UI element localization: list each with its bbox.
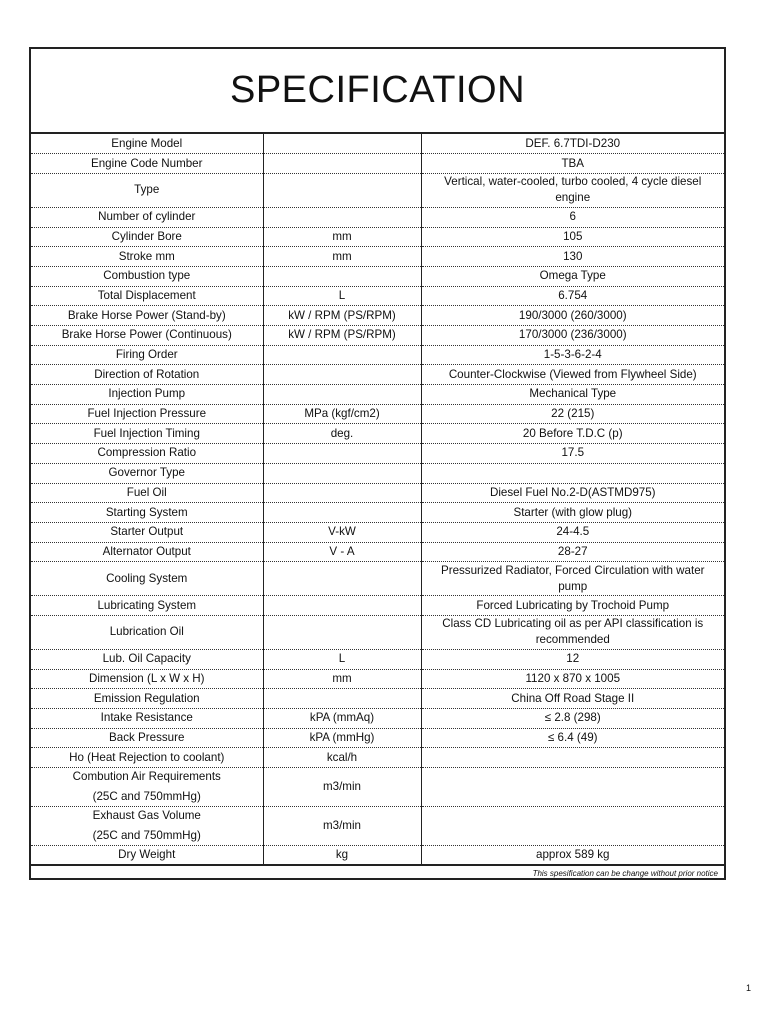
spec-unit: MPa (kgf/cm2)	[263, 404, 421, 424]
spec-unit: L	[263, 286, 421, 306]
page-number: 1	[745, 983, 751, 993]
spec-value: 12	[421, 649, 724, 669]
table-row	[31, 207, 724, 227]
spec-value: ≤ 2.8 (298)	[421, 709, 724, 729]
table-row	[31, 728, 724, 748]
spec-value	[421, 768, 724, 807]
spec-label-text: Firing Order	[115, 348, 178, 362]
spec-unit	[263, 134, 421, 154]
spec-unit: m3/min	[263, 807, 421, 846]
spec-label	[31, 768, 263, 807]
spec-label	[31, 542, 263, 562]
spec-label	[31, 689, 263, 709]
spec-label-subtext: (25C and 750mmHg)	[92, 790, 201, 804]
table-row	[31, 286, 724, 306]
table-row	[31, 365, 724, 385]
table-row	[31, 542, 724, 562]
spec-label-text: Direction of Rotation	[94, 367, 200, 381]
spec-label-text: Intake Resistance	[100, 711, 193, 725]
spec-value: 130	[421, 247, 724, 267]
spec-value: 1120 x 870 x 1005	[421, 669, 724, 689]
spec-label-text: Fuel Oil	[126, 485, 167, 499]
spec-label	[31, 596, 263, 616]
table-row	[31, 522, 724, 542]
spec-unit	[263, 266, 421, 286]
spec-unit: kPA (mmAq)	[263, 709, 421, 729]
spec-value: 22 (215)	[421, 404, 724, 424]
spec-label-text: Lubricating System	[97, 598, 197, 612]
spec-label-text: Lubrication Oil	[109, 625, 184, 639]
spec-unit	[263, 154, 421, 174]
table-row	[31, 247, 724, 267]
spec-unit	[263, 385, 421, 405]
spec-unit: V-kW	[263, 522, 421, 542]
table-row	[31, 649, 724, 669]
spec-value: 17.5	[421, 444, 724, 464]
spec-label-text: Number of cylinder	[98, 210, 196, 224]
spec-label	[31, 365, 263, 385]
spec-unit: kW / RPM (PS/RPM)	[263, 306, 421, 326]
disclaimer-note: This spesification can be change without prior notice	[532, 869, 718, 879]
spec-label-text: Dry Weight	[118, 848, 176, 862]
spec-label	[31, 846, 263, 866]
spec-value: 190/3000 (260/3000)	[421, 306, 724, 326]
spec-label	[31, 134, 263, 154]
spec-value: TBA	[421, 154, 724, 174]
table-row	[31, 483, 724, 503]
spec-label	[31, 154, 263, 174]
page-title: SPECIFICATION	[31, 49, 724, 134]
spec-label-text: Ho (Heat Rejection to coolant)	[69, 750, 225, 764]
spec-label-text: Governor Type	[108, 466, 185, 480]
spec-value: 24-4.5	[421, 522, 724, 542]
spec-label	[31, 345, 263, 365]
spec-label	[31, 463, 263, 483]
table-row	[31, 404, 724, 424]
spec-label	[31, 649, 263, 669]
spec-label	[31, 444, 263, 464]
table-row	[31, 596, 724, 616]
spec-value: 1-5-3-6-2-4	[421, 345, 724, 365]
table-row	[31, 669, 724, 689]
spec-unit: L	[263, 649, 421, 669]
spec-value	[421, 463, 724, 483]
spec-value: Starter (with glow plug)	[421, 503, 724, 523]
spec-unit	[263, 345, 421, 365]
spec-label	[31, 173, 263, 207]
table-row	[31, 689, 724, 709]
spec-value: Omega Type	[421, 266, 724, 286]
spec-unit	[263, 207, 421, 227]
spec-label	[31, 709, 263, 729]
spec-value: 6.754	[421, 286, 724, 306]
spec-label	[31, 207, 263, 227]
spec-unit: deg.	[263, 424, 421, 444]
spec-label	[31, 669, 263, 689]
spec-label-text: Combution Air Requirements	[72, 770, 221, 784]
spec-label-text: Alternator Output	[102, 544, 191, 558]
spec-label	[31, 227, 263, 247]
spec-value	[421, 807, 724, 846]
table-row	[31, 562, 724, 596]
spec-unit: m3/min	[263, 768, 421, 807]
table-row	[31, 326, 724, 346]
spec-unit: mm	[263, 247, 421, 267]
spec-unit: kcal/h	[263, 748, 421, 768]
spec-label-text: Starter Output	[110, 525, 184, 539]
spec-label	[31, 326, 263, 346]
table-row	[31, 709, 724, 729]
spec-value: China Off Road Stage II	[421, 689, 724, 709]
table-row	[31, 173, 724, 207]
spec-label-text: Dimension (L x W x H)	[88, 671, 205, 685]
spec-value: ≤ 6.4 (49)	[421, 728, 724, 748]
spec-label-text: Starting System	[105, 505, 188, 519]
table-row	[31, 345, 724, 365]
spec-unit	[263, 365, 421, 385]
spec-label-text: Engine Model	[111, 136, 183, 150]
table-row	[31, 227, 724, 247]
spec-label	[31, 522, 263, 542]
spec-value: 28-27	[421, 542, 724, 562]
spec-label-text: Fuel Injection Pressure	[87, 407, 207, 421]
spec-label	[31, 483, 263, 503]
spec-unit	[263, 463, 421, 483]
spec-unit: kg	[263, 846, 421, 866]
spec-value	[421, 748, 724, 768]
table-row	[31, 807, 724, 846]
spec-value: Vertical, water-cooled, turbo cooled, 4 cycle diesel engine	[421, 173, 724, 207]
spec-label-text: Fuel Injection Timing	[93, 426, 200, 440]
spec-unit: kW / RPM (PS/RPM)	[263, 326, 421, 346]
spec-label	[31, 562, 263, 596]
spec-label-text: Combustion type	[103, 269, 191, 283]
spec-label	[31, 266, 263, 286]
table-row	[31, 503, 724, 523]
spec-value: 170/3000 (236/3000)	[421, 326, 724, 346]
spec-unit	[263, 562, 421, 596]
spec-label-text: Exhaust Gas Volume	[92, 809, 201, 823]
spec-label	[31, 424, 263, 444]
spec-label-text: Compression Ratio	[97, 446, 197, 460]
spec-value: Counter-Clockwise (Viewed from Flywheel Side)	[421, 365, 724, 385]
spec-label	[31, 286, 263, 306]
spec-unit: V - A	[263, 542, 421, 562]
table-row	[31, 134, 724, 154]
spec-unit	[263, 615, 421, 649]
spec-label-text: Emission Regulation	[93, 691, 200, 705]
spec-unit	[263, 444, 421, 464]
table-row	[31, 463, 724, 483]
table-row	[31, 768, 724, 807]
table-row	[31, 615, 724, 649]
table-row	[31, 424, 724, 444]
spec-value: DEF. 6.7TDI-D230	[421, 134, 724, 154]
spec-sheet	[29, 47, 726, 880]
spec-label	[31, 615, 263, 649]
spec-unit	[263, 483, 421, 503]
spec-label	[31, 807, 263, 846]
spec-label-text: Cooling System	[106, 571, 188, 585]
spec-label-text: Type	[134, 183, 160, 197]
spec-label-text: Total Displacement	[97, 288, 196, 302]
spec-value: approx 589 kg	[421, 846, 724, 866]
spec-value: 6	[421, 207, 724, 227]
spec-label	[31, 404, 263, 424]
spec-label-text: Lub. Oil Capacity	[102, 652, 191, 666]
spec-unit: kPA (mmHg)	[263, 728, 421, 748]
spec-label	[31, 385, 263, 405]
spec-label-subtext: (25C and 750mmHg)	[92, 829, 201, 843]
spec-label	[31, 503, 263, 523]
spec-unit	[263, 173, 421, 207]
spec-value: Class CD Lubricating oil as per API classification is recommended	[421, 615, 724, 649]
spec-label	[31, 247, 263, 267]
table-row	[31, 154, 724, 174]
table-row	[31, 846, 724, 866]
spec-unit: mm	[263, 669, 421, 689]
table-row	[31, 385, 724, 405]
spec-value: 20 Before T.D.C (p)	[421, 424, 724, 444]
spec-label-text: Back Pressure	[109, 731, 185, 745]
table-row	[31, 444, 724, 464]
spec-value: 105	[421, 227, 724, 247]
spec-label-text: Cylinder Bore	[111, 229, 182, 243]
spec-unit	[263, 503, 421, 523]
spec-unit	[263, 689, 421, 709]
spec-value: Mechanical Type	[421, 385, 724, 405]
spec-label-text: Brake Horse Power (Continuous)	[61, 328, 232, 342]
table-row	[31, 266, 724, 286]
spec-value: Forced Lubricating by Trochoid Pump	[421, 596, 724, 616]
spec-value: Pressurized Radiator, Forced Circulation with water pump	[421, 562, 724, 596]
spec-label-text: Injection Pump	[108, 387, 186, 401]
spec-table	[31, 134, 724, 866]
spec-label-text: Brake Horse Power (Stand-by)	[67, 308, 226, 322]
spec-label	[31, 728, 263, 748]
spec-unit	[263, 596, 421, 616]
spec-value: Diesel Fuel No.2-D(ASTMD975)	[421, 483, 724, 503]
spec-label-text: Engine Code Number	[91, 156, 203, 170]
spec-label	[31, 306, 263, 326]
spec-label	[31, 748, 263, 768]
spec-label-text: Stroke mm	[118, 249, 175, 263]
table-row	[31, 306, 724, 326]
spec-unit: mm	[263, 227, 421, 247]
table-row	[31, 748, 724, 768]
